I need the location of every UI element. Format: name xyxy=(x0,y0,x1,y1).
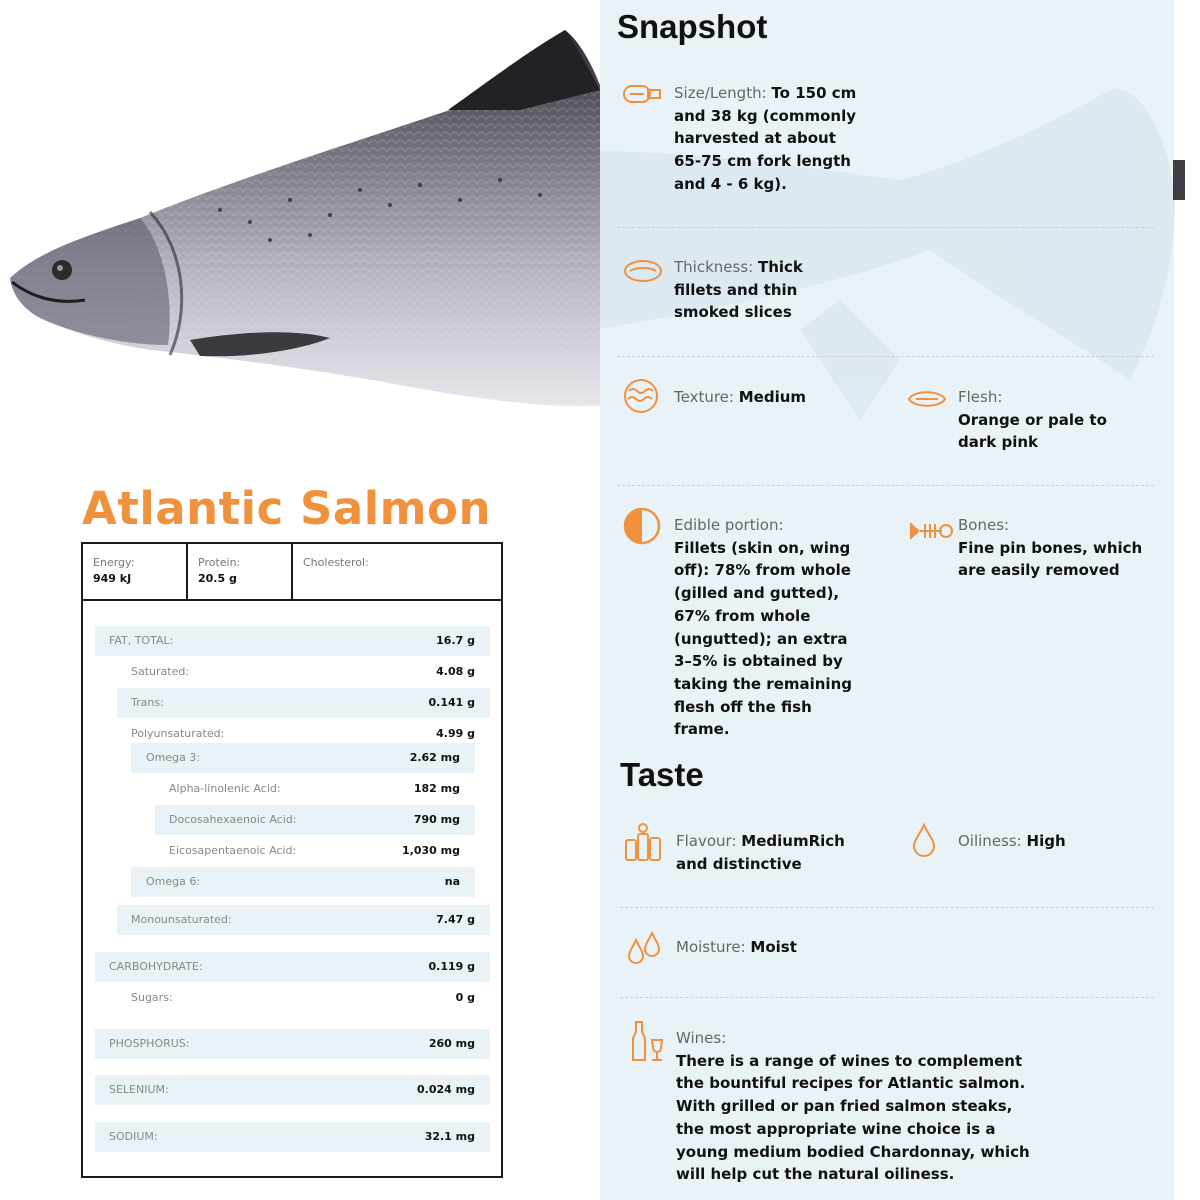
nutrient-row: Polyunsaturated: 4.99 g xyxy=(131,727,475,740)
nutrition-table xyxy=(81,542,503,1178)
nutrient-row: SODIUM: 32.1 mg xyxy=(95,1122,490,1152)
nutrient-row: Saturated: 4.08 g xyxy=(131,665,475,678)
cholesterol-cell: Cholesterol: xyxy=(303,556,369,569)
snapshot-heading: Snapshot xyxy=(617,8,768,45)
divider xyxy=(617,227,1154,228)
nutrient-row: Omega 6: na xyxy=(131,867,475,897)
size-length-item: Size/Length: To 150 cm and 38 kg (commonly harvested at about 65-75 cm fork length and 4 - 6 kg). xyxy=(674,84,857,193)
texture-item: Texture: Medium xyxy=(674,388,807,406)
thickness-item: Thickness: Thick fillets and thin smoked slices xyxy=(674,258,803,322)
fillet-slice-icon xyxy=(622,258,664,284)
nutrient-row: Omega 3: 2.62 mg xyxy=(131,743,475,773)
nutrient-row: Docosahexaenoic Acid: 790 mg xyxy=(155,805,475,835)
tape-measure-icon xyxy=(622,82,662,106)
nutrient-row: Alpha-linolenic Acid: 182 mg xyxy=(169,782,460,795)
edible-portion-item: Edible portion: Fillets (skin on, wing off): 78% from whole (gilled and gutted), 67% from whole (ungutted); an extra 3–5% is obtained by taking the remaining flesh off the fish frame. xyxy=(674,516,852,739)
flavour-item: Flavour: MediumRich and distinctive xyxy=(676,832,845,873)
nutrient-row: PHOSPHORUS: 260 mg xyxy=(95,1029,490,1059)
texture-icon xyxy=(622,377,660,415)
nutrition-summary xyxy=(83,544,501,601)
oiliness-item: Oiliness: High xyxy=(958,832,1066,850)
pie-portion-icon xyxy=(622,506,662,546)
nutrient-row: CARBOHYDRATE: 0.119 g xyxy=(95,952,490,982)
nutrient-row: Sugars: 0 g xyxy=(131,991,475,1004)
nutrient-row: SELENIUM: 0.024 mg xyxy=(95,1075,490,1105)
wine-icon xyxy=(630,1020,664,1062)
divider xyxy=(620,907,1154,908)
fish-bones-icon xyxy=(908,518,954,544)
wines-item: Wines: There is a range of wines to complement the bountiful recipes for Atlantic salmon. With grilled or pan fried salmon steaks, the most appropriate wine choice is a young medium bodied Chardonnay, which will help cut the natural oiliness. xyxy=(676,1029,1030,1184)
nutrient-row: Trans: 0.141 g xyxy=(117,688,490,718)
protein-cell: Protein: 20.5 g xyxy=(198,556,241,585)
divider xyxy=(617,485,1154,486)
divider xyxy=(620,997,1154,998)
oil-drop-icon xyxy=(911,822,937,858)
water-drops-icon xyxy=(624,930,664,966)
bones-item: Bones: Fine pin bones, which are easily removed xyxy=(958,516,1143,580)
moisture-item: Moisture: Moist xyxy=(676,938,797,956)
energy-cell: Energy: 949 kJ xyxy=(93,556,135,585)
fish-title: Atlantic Salmon xyxy=(82,482,491,535)
condiments-icon xyxy=(624,822,662,862)
nutrient-row: Monounsaturated: 7.47 g xyxy=(117,905,490,935)
taste-heading: Taste xyxy=(620,756,704,793)
nutrient-row: Eicosapentaenoic Acid: 1,030 mg xyxy=(169,844,460,857)
flesh-item: Flesh: Orange or pale to dark pink xyxy=(958,388,1107,452)
divider xyxy=(617,356,1154,357)
nutrient-row: FAT, TOTAL: 16.7 g xyxy=(95,626,490,656)
fish-steak-icon xyxy=(906,387,948,411)
